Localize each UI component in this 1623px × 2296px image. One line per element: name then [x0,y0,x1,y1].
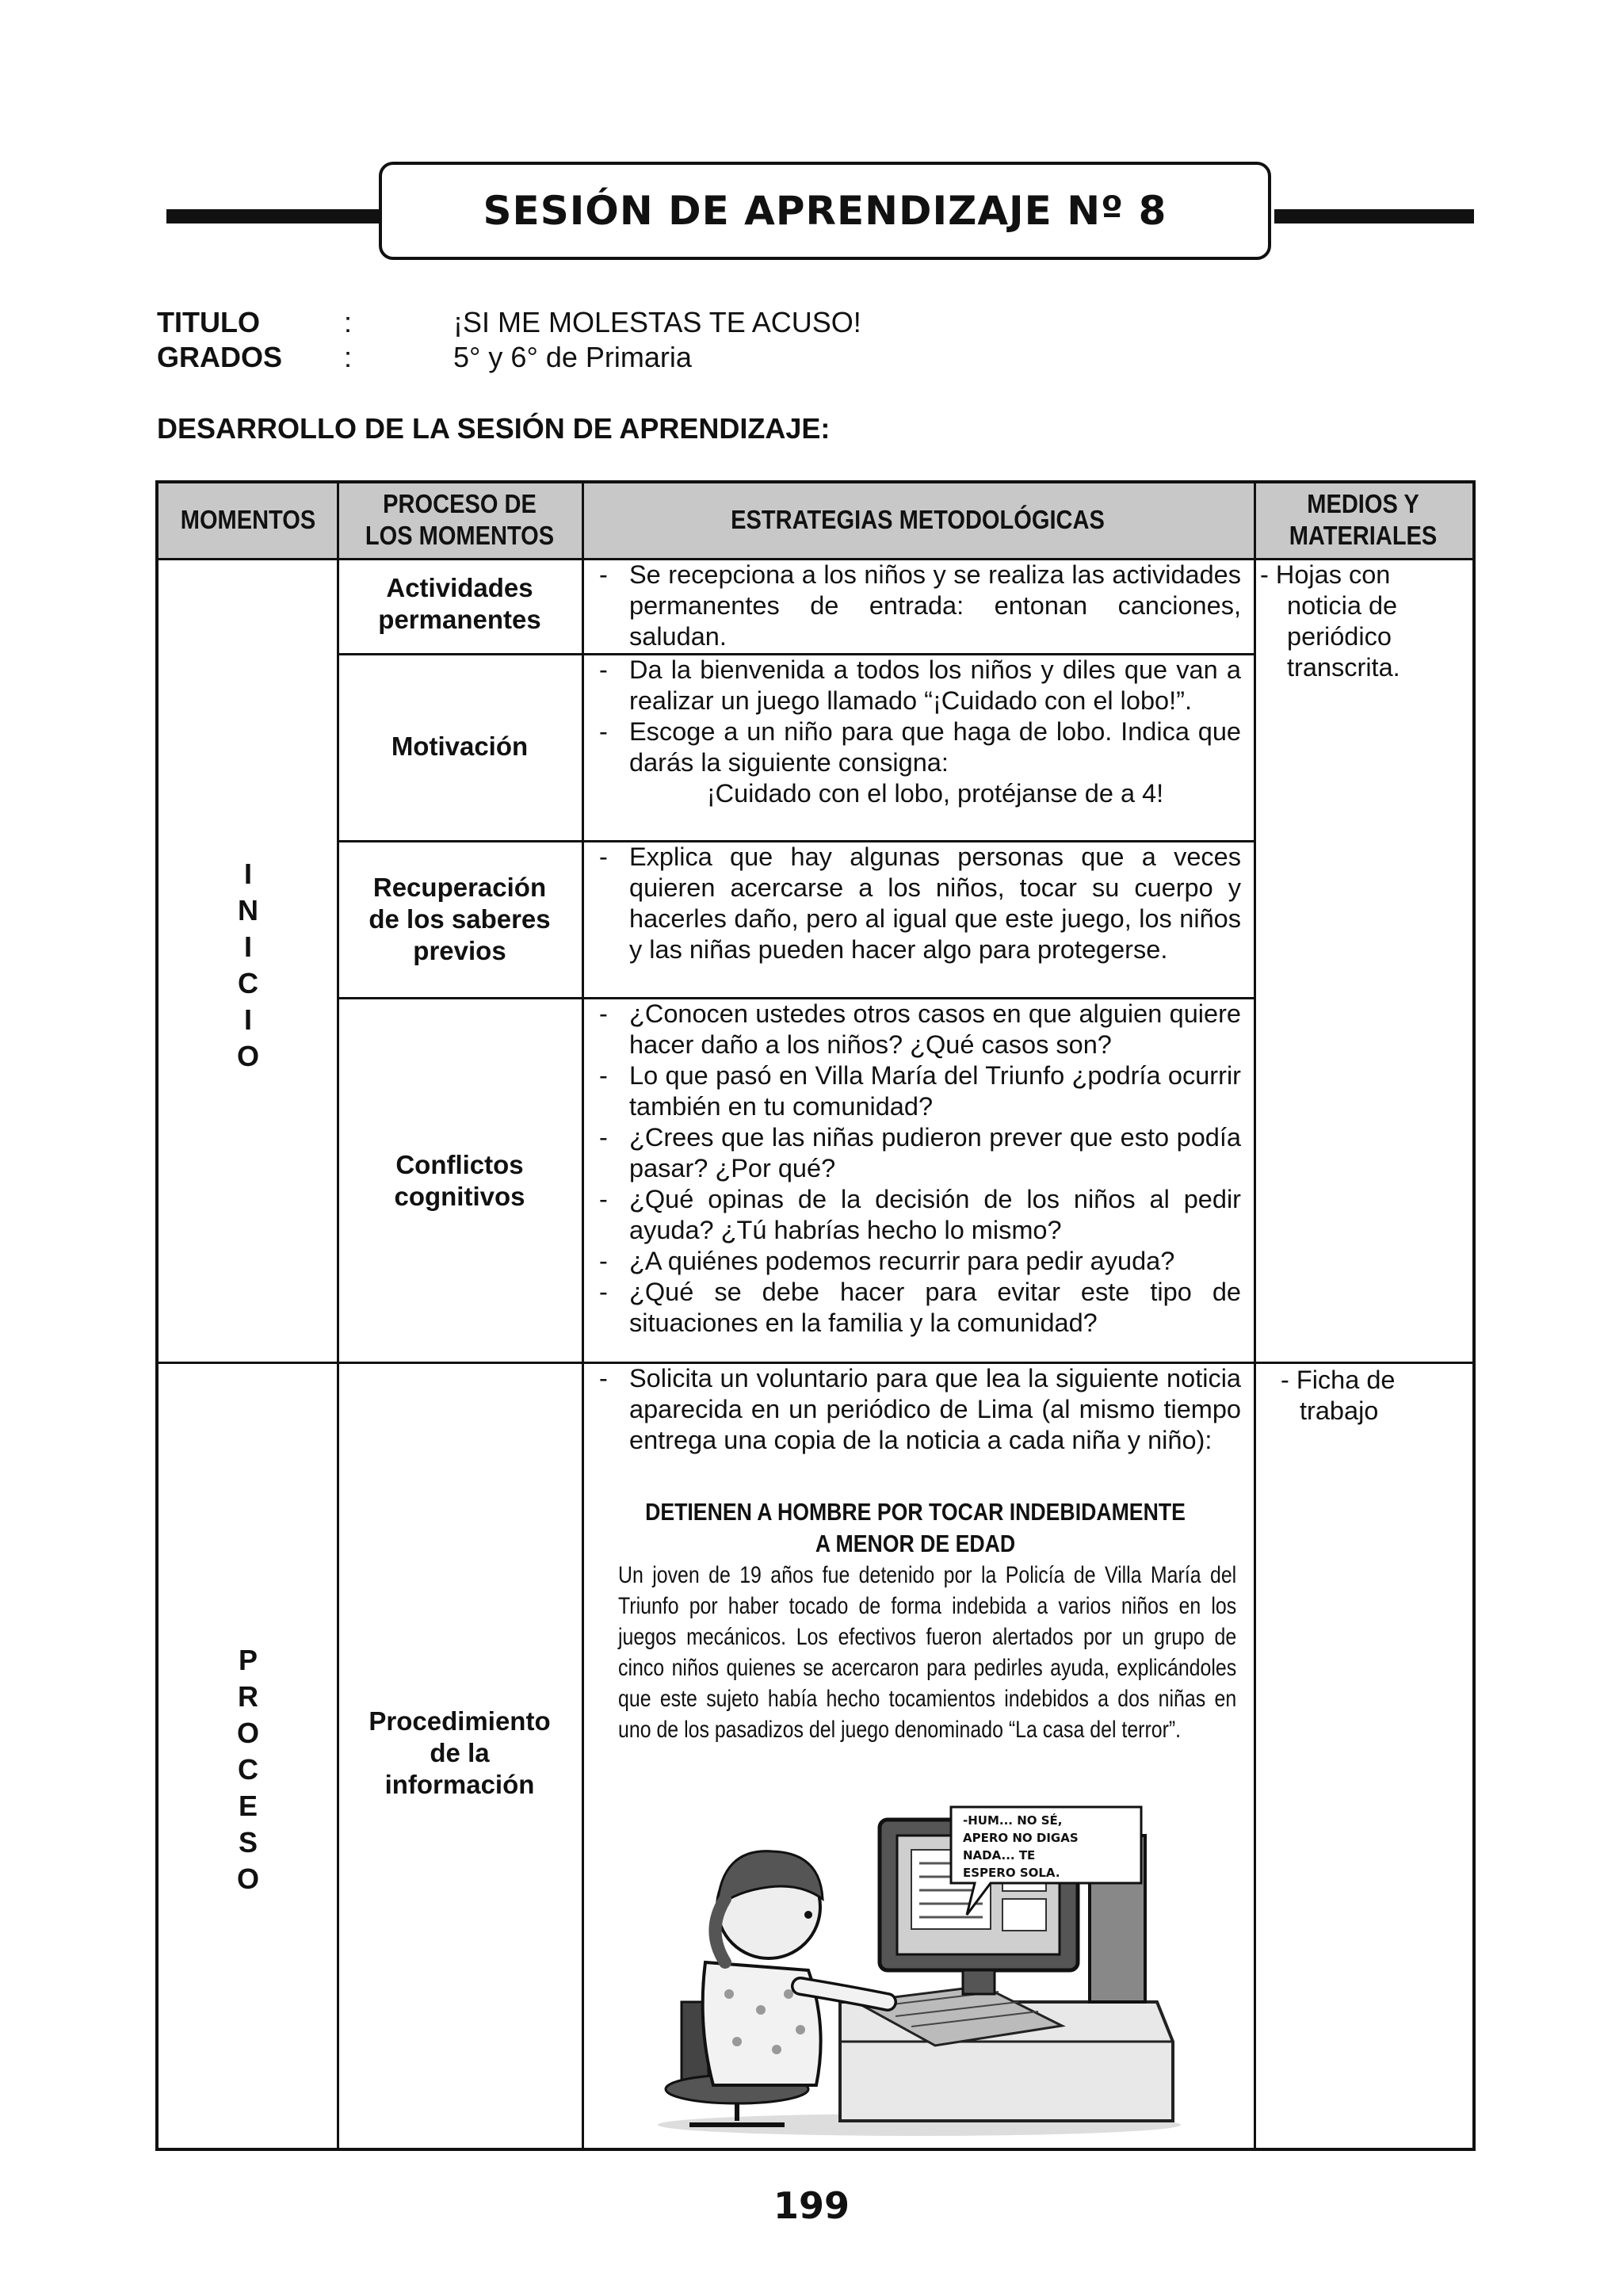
title-rule-left [166,209,380,223]
stage-letter: C [238,1753,258,1786]
bubble-line-1: -HUM... NO SÉ, [963,1813,1063,1828]
process-conflictos [338,1149,582,1213]
titulo-label: TITULO [157,306,260,338]
title-rule-right [1274,209,1474,223]
grados-label: GRADOS [157,341,283,373]
grados-colon: : [344,341,353,373]
stage-letter: I [243,858,252,890]
strategy-item: - ¿A quiénes podemos recurrir para pedir ayuda? [590,1246,1241,1277]
news-headline-line2: A MENOR DE EDAD [815,1530,1016,1557]
news-headline [636,1496,1196,1560]
process-line: Motivación [391,732,529,761]
stage-letter: P [238,1644,258,1676]
media-line: noticia de [1287,591,1398,620]
strategies-recuperacion [590,842,1241,965]
stage-proceso [224,1642,272,1897]
process-line: Recuperación [372,873,547,902]
page-number: 199 [773,2184,850,2227]
stage-letter: E [238,1790,258,1822]
process-procedimiento [338,1706,582,1801]
illustration-girl-computer [650,1804,1189,2137]
bubble-line-4: ESPERO SOLA. [963,1866,1060,1880]
strategy-item: - Se recepciona a los niños y se realiza las actividades permanentes de entrada: entonan canciones, saludan. [590,560,1241,652]
header-momentos: MOMENTOS [180,505,316,534]
media-proceso [1281,1365,1471,1427]
news-headline-line1: DETIENEN A HOMBRE POR TOCAR INDEBIDAMENTE [645,1498,1186,1526]
process-line: cognitivos [394,1182,525,1211]
process-motivacion [338,731,582,762]
stage-letter: I [243,930,252,963]
page-title: SESIÓN DE APRENDIZAJE Nº 8 [483,188,1167,234]
strategies-conflictos [590,999,1241,1339]
strategy-item: - Escoge a un niño para que haga de lobo. Indica que darás la siguiente consigna: [590,716,1241,778]
stage-letter: N [238,894,258,926]
process-line: información [384,1770,535,1799]
strategy-item: - ¿Qué se debe hacer para evitar este tipo de situaciones en la familia y la comunidad? [590,1277,1241,1339]
strategy-item: - Solicita un voluntario para que lea la siguiente noticia aparecida en un periódico de Lima (al mismo tiempo entrega una copia de la noticia a cada niña y niño): [590,1363,1241,1456]
titulo-colon: : [344,306,353,338]
process-line: Conflictos [395,1150,524,1179]
process-line: de la [430,1738,490,1767]
grados-value: 5° y 6° de Primaria [453,341,692,373]
process-line: Procedimiento [369,1706,551,1736]
strategy-item: - Da la bienvenida a todos los niños y diles que van a realizar un juego llamado “¡Cuidado con el lobo!”. [590,655,1241,716]
stage-letter: C [238,967,258,999]
page-title-box [379,162,1271,260]
media-inicio [1260,560,1466,683]
media-line: periódico [1287,622,1392,651]
col-divider-3 [1254,483,1256,2148]
header-estrategias: ESTRATEGIAS METODOLÓGICAS [731,505,1105,534]
header-medios [1267,488,1460,552]
process-recuperacion [338,872,582,967]
news-body: Un joven de 19 años fue detenido por la Policía de Villa María del Triunfo por haber tocado de forma indebida a varios niños en los juegos mecánicos. Los efectivos fueron alertados por un grupo de cinco niños quienes se acercaron para pedirles ayuda, explicándoles que este sujeto había hecho tocamientos indebidos a dos niñas en uno de los pasadizos del juego denominado “La casa del terror”. [618,1562,1237,1743]
strategy-item: - ¿Conocen ustedes otros casos en que alguien quiere hacer daño a los niños? ¿Qué casos son? [590,999,1241,1060]
bubble-line-3: NADA... TE [963,1848,1036,1862]
session-table [155,480,1476,2151]
process-line: Actividades [386,573,533,602]
strategy-item: - Lo que pasó en Villa María del Triunfo ¿podría ocurrir también en tu comunidad? [590,1060,1241,1122]
header-proceso [352,488,567,552]
process-actividades [338,572,582,636]
stage-inicio [224,856,272,1075]
stage-letter: I [243,1003,252,1036]
strategies-motivacion [590,655,1241,809]
strategy-item: - ¿Qué opinas de la decisión de los niños al pedir ayuda? ¿Tú habrías hecho lo mismo? [590,1184,1241,1246]
stage-letter: O [236,1862,259,1895]
strategy-item: - Explica que hay algunas personas que a veces quieren acercarse a los niños, tocar su cuerpo y hacerles daño, pero al igual que este juego, los niños y las niñas pueden hacer algo para protegerse. [590,842,1241,965]
process-line: de los saberes [369,904,551,934]
header-medios-line1: MEDIOS Y [1307,489,1419,518]
stage-letter: O [236,1040,259,1072]
header-proceso-line1: PROCESO DE [383,489,537,518]
strategy-consigna: ¡Cuidado con el lobo, protéjanse de a 4! [706,779,1164,808]
process-line: previos [413,936,506,965]
titulo-value: ¡SI ME MOLESTAS TE ACUSO! [453,306,861,338]
strategy-item: - ¿Crees que las niñas pudieron prever que esto podía pasar? ¿Por qué? [590,1122,1241,1184]
section-heading: DESARROLLO DE LA SESIÓN DE APRENDIZAJE: [157,412,831,445]
header-proceso-line2: LOS MOMENTOS [365,521,555,550]
bubble-line-2: APERO NO DIGAS [963,1831,1079,1845]
strategies-procedimiento [590,1363,1241,1456]
media-line: transcrita. [1287,653,1400,682]
stage-letter: S [238,1826,258,1859]
strategies-actividades [590,560,1241,652]
media-line: - Ficha de [1281,1366,1396,1394]
media-line: trabajo [1300,1396,1379,1425]
media-line: - Hojas con [1260,560,1391,589]
stage-letter: O [236,1717,259,1749]
stage-letter: R [238,1680,258,1713]
process-line: permanentes [378,605,541,634]
header-medios-line2: MATERIALES [1289,521,1438,550]
col-divider-2 [582,483,584,2148]
row-divider-proc-1 [338,653,582,655]
